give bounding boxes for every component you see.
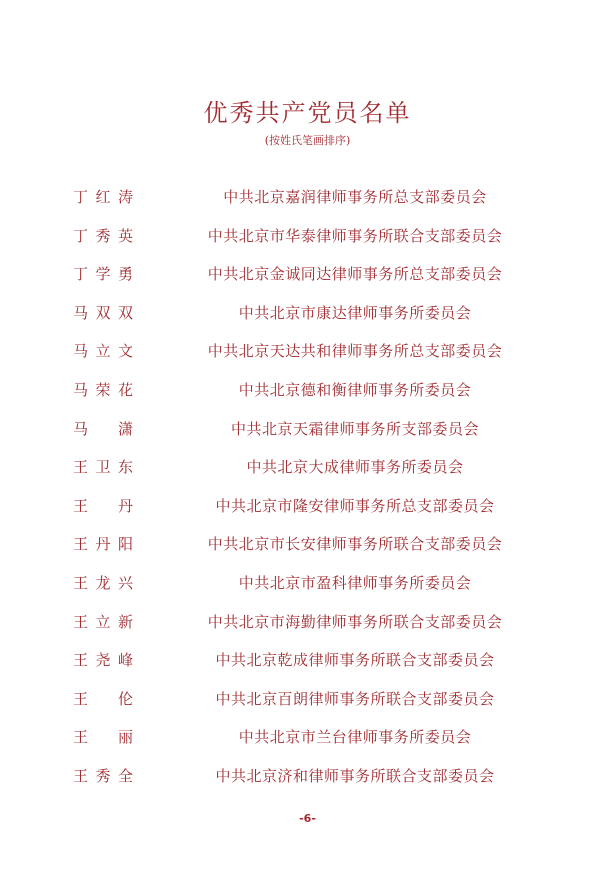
member-name: 王 伦 [73, 689, 133, 708]
list-item [0, 761, 615, 800]
member-organization: 中共北京金诚同达律师事务所总支部委员会 [207, 265, 503, 284]
member-name: 丁 秀 英 [73, 226, 133, 245]
member-organization: 中共北京市华泰律师事务所联合支部委员会 [207, 226, 503, 245]
list-item [0, 414, 615, 453]
list-item [0, 375, 615, 414]
member-name: 马 潇 [73, 419, 133, 438]
member-organization: 中共北京济和律师事务所联合支部委员会 [215, 766, 495, 785]
list-item [0, 336, 615, 375]
member-organization: 中共北京乾成律师事务所联合支部委员会 [215, 651, 495, 670]
list-item [0, 607, 615, 646]
member-name: 王 丹 阳 [73, 535, 133, 554]
member-name: 丁 学 勇 [73, 265, 133, 284]
member-organization: 中共北京天达共和律师事务所总支部委员会 [207, 342, 503, 361]
member-name: 王 立 新 [73, 612, 133, 631]
member-name: 马 荣 花 [73, 380, 133, 399]
member-name: 马 双 双 [73, 303, 133, 322]
list-item [0, 491, 615, 530]
member-organization: 中共北京市长安律师事务所联合支部委员会 [207, 535, 503, 554]
member-organization: 中共北京市隆安律师事务所总支部委员会 [215, 496, 495, 515]
member-name: 王 卫 东 [73, 458, 133, 477]
list-item [0, 182, 615, 221]
list-item [0, 645, 615, 684]
member-name: 王 丽 [73, 728, 133, 747]
member-name: 王 尧 峰 [73, 651, 133, 670]
member-name: 马 立 文 [73, 342, 133, 361]
list-item [0, 568, 615, 607]
list-item [0, 452, 615, 491]
member-name: 王 丹 [73, 496, 133, 515]
list-item [0, 529, 615, 568]
list-item [0, 221, 615, 260]
member-organization: 中共北京市兰台律师事务所委员会 [238, 728, 472, 747]
member-organization: 中共北京大成律师事务所委员会 [246, 458, 464, 477]
member-organization: 中共北京德和衡律师事务所委员会 [238, 380, 472, 399]
member-name: 王 龙 兴 [73, 573, 133, 592]
member-organization: 中共北京市盈科律师事务所委员会 [238, 573, 472, 592]
page-number: -6- [299, 812, 316, 825]
list-item [0, 722, 615, 761]
list-item [0, 259, 615, 298]
member-organization: 中共北京市海勤律师事务所联合支部委员会 [207, 612, 503, 631]
page-subtitle: (按姓氏笔画排序) [264, 134, 351, 147]
member-organization: 中共北京百朗律师事务所联合支部委员会 [215, 689, 495, 708]
member-organization: 中共北京市康达律师事务所委员会 [238, 303, 472, 322]
page-title: 优秀共产党员名单 [203, 99, 412, 127]
member-organization: 中共北京天霜律师事务所支部委员会 [230, 419, 479, 438]
member-list [0, 182, 615, 800]
list-item [0, 684, 615, 723]
list-item [0, 298, 615, 337]
member-name: 丁 红 涛 [73, 188, 133, 206]
member-name: 王 秀 全 [73, 766, 133, 785]
member-organization: 中共北京嘉润律师事务所总支部委员会 [223, 188, 487, 206]
